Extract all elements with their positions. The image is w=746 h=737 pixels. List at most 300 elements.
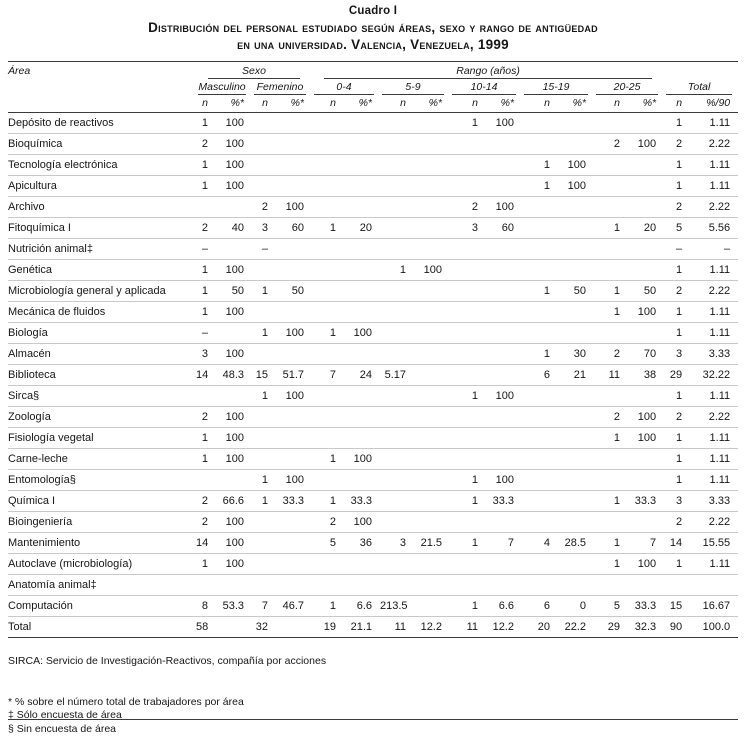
value-cell: 1 xyxy=(196,280,216,301)
value-cell xyxy=(414,301,450,322)
value-cell: 2 xyxy=(196,217,216,238)
value-cell: 100 xyxy=(216,259,252,280)
value-cell: 1 xyxy=(664,469,690,490)
value-cell: 100 xyxy=(216,406,252,427)
value-cell xyxy=(276,301,312,322)
table-row xyxy=(8,259,738,280)
area-name-cell: Nutrición animal‡ xyxy=(8,238,196,259)
area-name-cell: Fisiología vegetal xyxy=(8,427,196,448)
value-cell xyxy=(276,616,312,637)
value-cell: 1 xyxy=(522,343,558,364)
table-row xyxy=(8,238,738,259)
value-cell xyxy=(628,322,664,343)
col-group-femenino: Femenino xyxy=(252,79,312,95)
value-cell: 1.11 xyxy=(690,385,738,406)
value-cell xyxy=(628,469,664,490)
value-cell: 2 xyxy=(664,280,690,301)
area-name-cell: Mantenimiento xyxy=(8,532,196,553)
value-cell xyxy=(344,238,380,259)
value-cell: 1 xyxy=(594,553,628,574)
col-header-area: Área xyxy=(8,61,196,112)
value-cell: 100 xyxy=(628,133,664,154)
value-cell xyxy=(414,469,450,490)
area-name-cell: Carne-leche xyxy=(8,448,196,469)
value-cell: 1.11 xyxy=(690,259,738,280)
value-cell: 15 xyxy=(252,364,276,385)
value-cell: 100 xyxy=(628,301,664,322)
value-cell: 1 xyxy=(664,385,690,406)
value-cell: 70 xyxy=(628,343,664,364)
value-cell: 1 xyxy=(664,154,690,175)
value-cell: 100 xyxy=(216,175,252,196)
value-cell: 19 xyxy=(312,616,344,637)
area-name-cell: Almacén xyxy=(8,343,196,364)
area-name-cell: Bioquímica xyxy=(8,133,196,154)
value-cell: 14 xyxy=(196,532,216,553)
value-cell xyxy=(628,574,664,595)
value-cell xyxy=(450,574,486,595)
value-cell xyxy=(450,343,486,364)
value-cell xyxy=(594,175,628,196)
value-cell: 1 xyxy=(471,116,478,129)
value-cell: 3 xyxy=(380,532,414,553)
value-cell xyxy=(344,280,380,301)
area-name-cell: Biología xyxy=(8,322,196,343)
value-cell: 2 xyxy=(196,490,216,511)
col-group-sexo: Sexo xyxy=(196,61,312,79)
value-cell xyxy=(486,280,522,301)
value-cell: 2 xyxy=(594,343,628,364)
value-cell xyxy=(276,574,312,595)
table-row xyxy=(8,448,738,469)
subcol-n: n xyxy=(664,95,690,113)
table-caption: Cuadro I xyxy=(348,5,398,17)
value-cell: 2.22 xyxy=(690,406,738,427)
subcol-pct: %* xyxy=(276,95,312,113)
value-cell: 100 xyxy=(628,553,664,574)
value-cell: 100 xyxy=(558,175,594,196)
value-cell: 7 xyxy=(252,595,276,616)
value-cell: 1.11 xyxy=(690,175,738,196)
subcol-pct: %* xyxy=(414,95,450,113)
col-group-20-25: 20-25 xyxy=(594,79,664,95)
value-cell: 100 xyxy=(216,343,252,364)
value-cell xyxy=(252,301,276,322)
value-cell: 50 xyxy=(628,280,664,301)
value-cell xyxy=(216,574,252,595)
value-cell xyxy=(486,238,522,259)
value-cell: 100 xyxy=(216,532,252,553)
value-cell: 3 xyxy=(252,217,276,238)
value-cell: 1 xyxy=(252,322,276,343)
value-cell: 29 xyxy=(664,364,690,385)
value-cell: 32.22 xyxy=(690,364,738,385)
subcol-n: n xyxy=(450,95,486,113)
value-cell: 2 xyxy=(594,133,628,154)
value-cell xyxy=(414,406,450,427)
area-name-cell: Anatomía animal‡ xyxy=(8,574,196,595)
table-row xyxy=(8,511,738,532)
value-cell xyxy=(380,196,414,217)
value-cell xyxy=(344,469,380,490)
value-cell xyxy=(216,616,252,637)
value-cell: 21 xyxy=(558,364,594,385)
area-name-cell: Computación xyxy=(8,595,196,616)
value-cell: 100 xyxy=(216,427,252,448)
value-cell xyxy=(486,553,522,574)
value-cell xyxy=(414,448,450,469)
value-cell: 1 xyxy=(522,154,558,175)
value-cell: 33.3 xyxy=(628,490,664,511)
value-cell: 1 xyxy=(594,427,628,448)
value-cell: 6 xyxy=(522,364,558,385)
value-cell: 100 xyxy=(495,116,514,129)
value-cell xyxy=(414,511,450,532)
subcol-n: n xyxy=(522,95,558,113)
value-cell xyxy=(628,448,664,469)
value-cell: 2.22 xyxy=(690,511,738,532)
value-cell: 100 xyxy=(225,116,244,129)
value-cell xyxy=(276,406,312,427)
value-cell xyxy=(450,175,486,196)
value-cell xyxy=(252,574,276,595)
value-cell: 3 xyxy=(450,217,486,238)
value-cell xyxy=(522,217,558,238)
value-cell: 100 xyxy=(414,259,450,280)
value-cell xyxy=(558,469,594,490)
value-cell: 16.67 xyxy=(690,595,738,616)
value-cell: 100 xyxy=(486,196,522,217)
value-cell: 21.1 xyxy=(344,616,380,637)
value-cell: 1 xyxy=(676,116,683,129)
table-header xyxy=(8,61,738,112)
col-group-total-spacer xyxy=(664,61,738,79)
value-cell: 1 xyxy=(450,469,486,490)
value-cell: 58 xyxy=(196,616,216,637)
value-cell: 100 xyxy=(216,301,252,322)
value-cell xyxy=(414,217,450,238)
value-cell: 7 xyxy=(312,364,344,385)
value-cell xyxy=(594,154,628,175)
value-cell: 2.22 xyxy=(690,133,738,154)
value-cell: 100.0 xyxy=(690,616,738,637)
value-cell: 2 xyxy=(594,406,628,427)
value-cell: 1 xyxy=(450,595,486,616)
value-cell xyxy=(486,259,522,280)
value-cell: 33.3 xyxy=(344,490,380,511)
value-cell: 5.17 xyxy=(380,364,414,385)
value-cell xyxy=(558,112,594,133)
value-cell xyxy=(414,364,450,385)
value-cell: 1 xyxy=(196,259,216,280)
value-cell: 100 xyxy=(216,448,252,469)
value-cell xyxy=(344,112,380,133)
value-cell xyxy=(522,259,558,280)
value-cell xyxy=(522,553,558,574)
value-cell xyxy=(344,259,380,280)
data-table xyxy=(8,61,738,638)
value-cell xyxy=(594,574,628,595)
value-cell xyxy=(414,280,450,301)
value-cell: 33.3 xyxy=(276,490,312,511)
value-cell xyxy=(276,553,312,574)
table-row xyxy=(8,175,738,196)
table-subtitle xyxy=(8,19,738,54)
value-cell xyxy=(594,112,628,133)
table-row xyxy=(8,112,738,133)
value-cell xyxy=(344,385,380,406)
value-cell xyxy=(594,511,628,532)
value-cell xyxy=(276,154,312,175)
value-cell: 1.11 xyxy=(690,469,738,490)
value-cell xyxy=(276,532,312,553)
subcol-n: n xyxy=(252,95,276,113)
value-cell: 100 xyxy=(216,133,252,154)
value-cell xyxy=(252,133,276,154)
value-cell: 30 xyxy=(558,343,594,364)
value-cell: 32 xyxy=(252,616,276,637)
value-cell xyxy=(312,343,344,364)
area-name-cell: Apicultura xyxy=(8,175,196,196)
value-cell: 90 xyxy=(664,616,690,637)
value-cell: 100 xyxy=(216,154,252,175)
value-cell: 213.5 xyxy=(380,595,414,616)
footnote-group xyxy=(8,696,738,737)
value-cell xyxy=(486,364,522,385)
footnote-asterisk: * % sobre el número total de trabajadores por área xyxy=(8,695,244,708)
value-cell: 5 xyxy=(312,532,344,553)
value-cell xyxy=(558,427,594,448)
value-cell: 2 xyxy=(664,196,690,217)
value-cell: 21.5 xyxy=(414,532,450,553)
value-cell xyxy=(450,406,486,427)
subtitle-line2: en una universidad. Valencia, Venezuela, 1999 xyxy=(237,37,509,53)
value-cell xyxy=(628,112,664,133)
value-cell: 20 xyxy=(522,616,558,637)
value-cell xyxy=(628,259,664,280)
col-group-15-19: 15-19 xyxy=(522,79,594,95)
value-cell xyxy=(312,301,344,322)
value-cell xyxy=(380,217,414,238)
col-group-total: Total xyxy=(664,79,738,95)
value-cell: – xyxy=(664,238,690,259)
value-cell: 12.2 xyxy=(486,616,522,637)
value-cell xyxy=(628,154,664,175)
footnote-double-dagger: ‡ Sólo encuesta de área xyxy=(8,709,122,722)
value-cell: 1 xyxy=(450,532,486,553)
value-cell xyxy=(522,301,558,322)
value-cell xyxy=(380,448,414,469)
value-cell xyxy=(414,343,450,364)
table-row xyxy=(8,595,738,616)
value-cell: 1 xyxy=(664,175,690,196)
value-cell: 2 xyxy=(664,406,690,427)
value-cell xyxy=(380,238,414,259)
value-cell xyxy=(450,322,486,343)
value-cell xyxy=(414,574,450,595)
value-cell xyxy=(216,322,252,343)
value-cell xyxy=(486,511,522,532)
value-cell: 1.11 xyxy=(690,448,738,469)
value-cell xyxy=(252,154,276,175)
value-cell xyxy=(344,196,380,217)
value-cell xyxy=(312,469,344,490)
value-cell: 1 xyxy=(252,490,276,511)
value-cell xyxy=(312,259,344,280)
area-name-cell: Autoclave (microbiología) xyxy=(8,553,196,574)
value-cell xyxy=(628,385,664,406)
value-cell xyxy=(276,112,312,133)
value-cell xyxy=(558,490,594,511)
value-cell: 1 xyxy=(664,322,690,343)
value-cell xyxy=(664,574,690,595)
value-cell xyxy=(522,238,558,259)
value-cell: 5 xyxy=(664,217,690,238)
value-cell: 100 xyxy=(276,385,312,406)
value-cell: 1 xyxy=(201,116,208,129)
table-row xyxy=(8,133,738,154)
value-cell: 2 xyxy=(450,196,486,217)
value-cell xyxy=(252,427,276,448)
value-cell: 48.3 xyxy=(216,364,252,385)
value-cell: 100 xyxy=(628,427,664,448)
subcol-pct: %* xyxy=(344,95,380,113)
value-cell xyxy=(252,343,276,364)
value-cell: 20 xyxy=(344,217,380,238)
value-cell xyxy=(196,196,216,217)
value-cell: 50 xyxy=(216,280,252,301)
value-cell: 22.2 xyxy=(558,616,594,637)
value-cell xyxy=(380,511,414,532)
value-cell xyxy=(486,301,522,322)
value-cell: 3 xyxy=(664,343,690,364)
table-row xyxy=(8,343,738,364)
value-cell: 1 xyxy=(312,322,344,343)
value-cell: 40 xyxy=(216,217,252,238)
value-cell: 3 xyxy=(196,343,216,364)
value-cell xyxy=(380,469,414,490)
value-cell xyxy=(216,469,252,490)
value-cell xyxy=(522,406,558,427)
value-cell xyxy=(594,196,628,217)
value-cell xyxy=(216,238,252,259)
total-row xyxy=(8,616,738,637)
value-cell xyxy=(594,259,628,280)
area-name-cell: Química I xyxy=(8,490,196,511)
area-name-cell: Biblioteca xyxy=(8,364,196,385)
value-cell xyxy=(558,553,594,574)
value-cell: 100 xyxy=(344,448,380,469)
value-cell xyxy=(450,511,486,532)
value-cell xyxy=(522,448,558,469)
value-cell: 100 xyxy=(216,511,252,532)
value-cell xyxy=(414,322,450,343)
value-cell: 100 xyxy=(216,553,252,574)
area-name-cell: Genética xyxy=(8,259,196,280)
value-cell: 2 xyxy=(664,511,690,532)
col-group-5-9: 5-9 xyxy=(380,79,450,95)
value-cell xyxy=(450,133,486,154)
value-cell xyxy=(252,259,276,280)
subcol-pct-total: %/90 xyxy=(690,95,738,113)
value-cell: 1 xyxy=(196,448,216,469)
value-cell xyxy=(344,301,380,322)
value-cell xyxy=(380,427,414,448)
value-cell xyxy=(252,406,276,427)
table-row xyxy=(8,553,738,574)
value-cell xyxy=(414,553,450,574)
value-cell: 11 xyxy=(380,616,414,637)
value-cell: 28.5 xyxy=(558,532,594,553)
value-cell: 1 xyxy=(196,154,216,175)
value-cell: 1 xyxy=(252,385,276,406)
value-cell xyxy=(344,553,380,574)
area-name-cell: Sirca§ xyxy=(8,385,196,406)
value-cell xyxy=(486,448,522,469)
subcol-pct: %* xyxy=(216,95,252,113)
value-cell xyxy=(628,196,664,217)
value-cell: 24 xyxy=(344,364,380,385)
value-cell: 1 xyxy=(380,259,414,280)
value-cell xyxy=(558,133,594,154)
value-cell xyxy=(380,553,414,574)
value-cell: 2 xyxy=(196,133,216,154)
value-cell xyxy=(344,574,380,595)
value-cell: 100 xyxy=(276,469,312,490)
value-cell xyxy=(558,322,594,343)
value-cell xyxy=(252,532,276,553)
value-cell xyxy=(414,133,450,154)
value-cell: 0 xyxy=(558,595,594,616)
value-cell: 1.11 xyxy=(690,427,738,448)
value-cell xyxy=(486,133,522,154)
area-name-cell: Depósito de reactivos xyxy=(8,116,114,129)
value-cell: 7 xyxy=(486,532,522,553)
value-cell xyxy=(380,154,414,175)
value-cell xyxy=(380,280,414,301)
value-cell xyxy=(450,427,486,448)
value-cell: 2.22 xyxy=(690,280,738,301)
value-cell: 2 xyxy=(196,511,216,532)
value-cell: 6 xyxy=(522,595,558,616)
value-cell: 20 xyxy=(628,217,664,238)
value-cell: 100 xyxy=(276,196,312,217)
value-cell xyxy=(380,574,414,595)
value-cell xyxy=(312,385,344,406)
value-cell xyxy=(312,553,344,574)
value-cell xyxy=(558,196,594,217)
value-cell: 12.2 xyxy=(414,616,450,637)
footnote-sirca: SIRCA: Servicio de Investigación-Reactivos, compañía por acciones xyxy=(8,654,327,667)
value-cell xyxy=(486,427,522,448)
value-cell xyxy=(522,322,558,343)
value-cell xyxy=(486,175,522,196)
area-name-cell: Tecnología electrónica xyxy=(8,154,196,175)
value-cell xyxy=(450,238,486,259)
value-cell: 100 xyxy=(344,511,380,532)
value-cell xyxy=(276,259,312,280)
value-cell: 2 xyxy=(196,406,216,427)
value-cell xyxy=(276,511,312,532)
value-cell: 46.7 xyxy=(276,595,312,616)
value-cell: 7 xyxy=(628,532,664,553)
subcol-n: n xyxy=(312,95,344,113)
area-name-cell: Bioingeniería xyxy=(8,511,196,532)
value-cell xyxy=(486,406,522,427)
value-cell xyxy=(276,427,312,448)
value-cell: 1 xyxy=(312,490,344,511)
value-cell xyxy=(558,511,594,532)
